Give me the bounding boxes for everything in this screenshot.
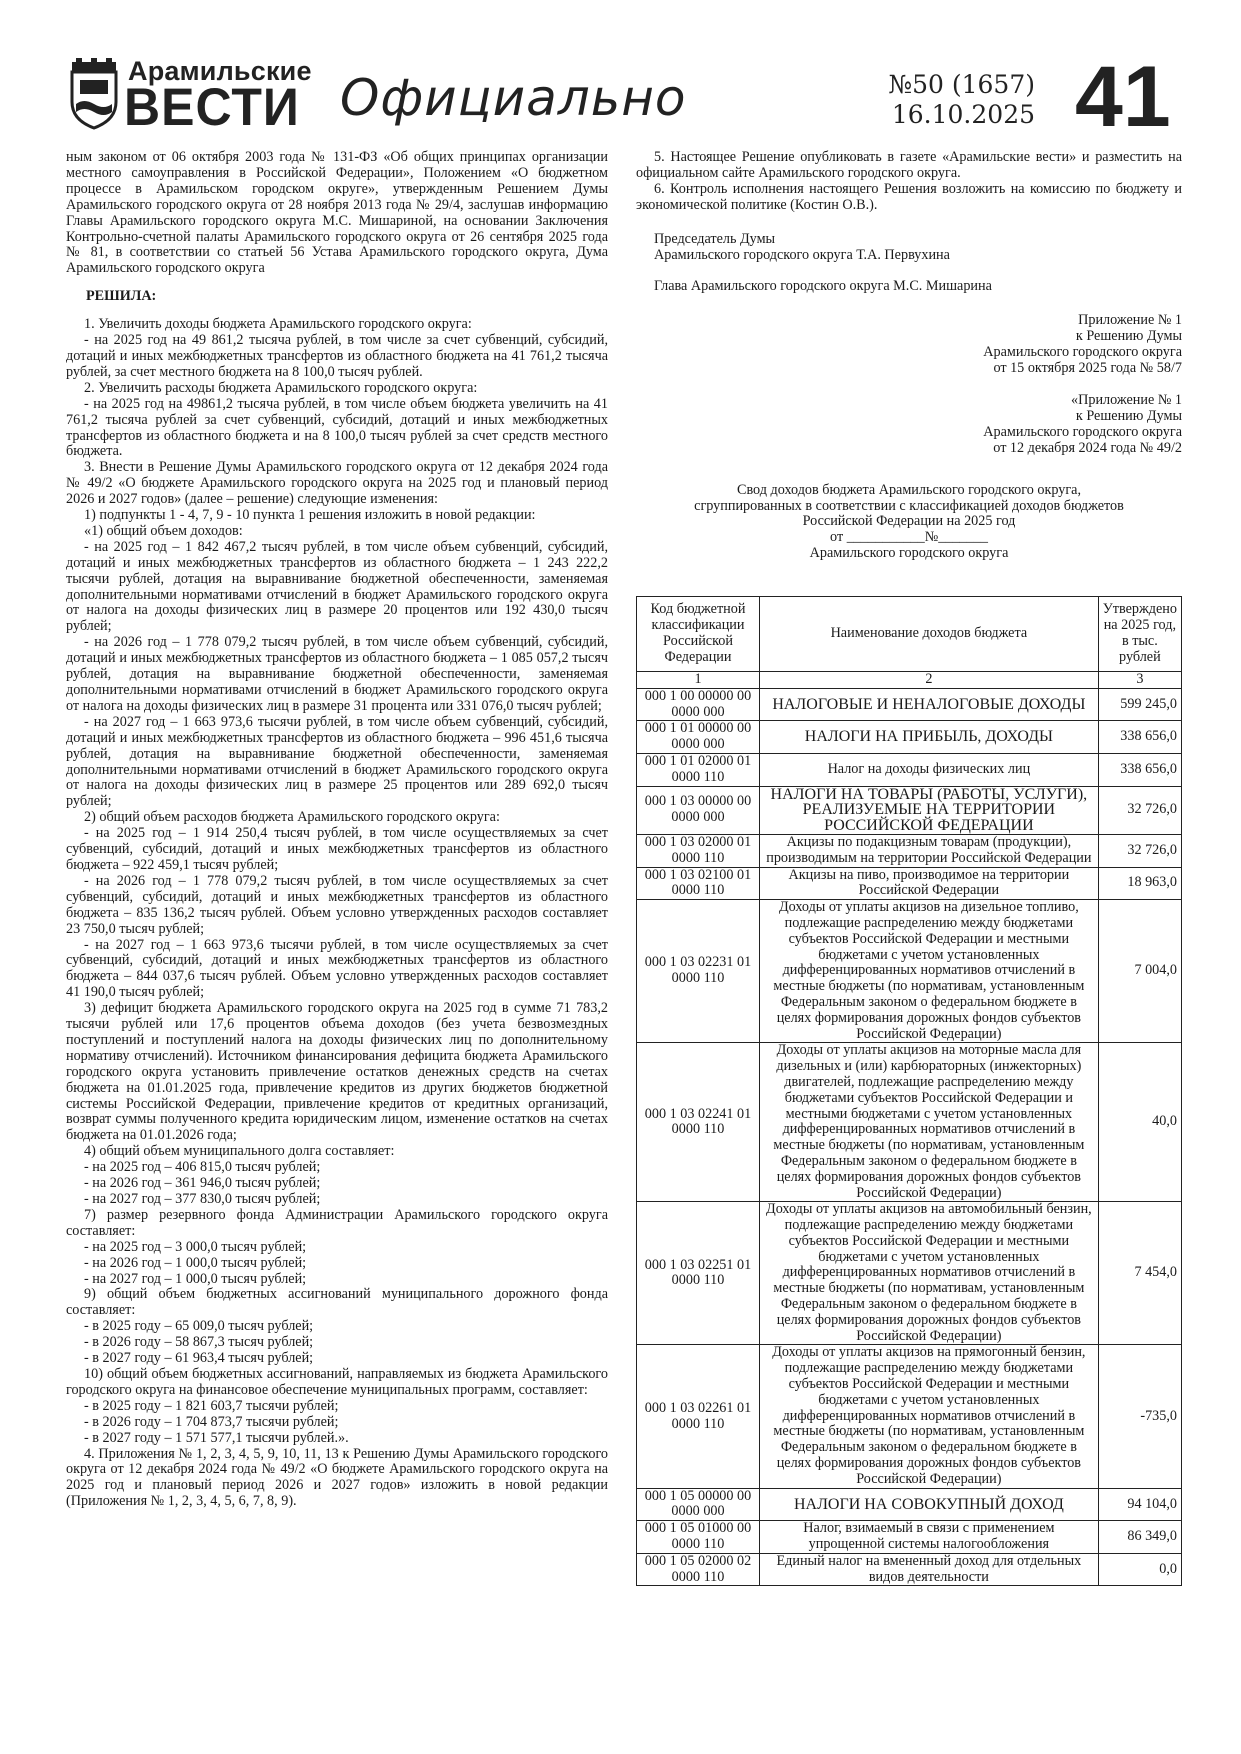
revenue-name: Единый налог на вмененный доход для отдельных видов деятельности xyxy=(760,1553,1099,1586)
revenue-name: НАЛОГИ НА ТОВАРЫ (РАБОТЫ, УСЛУГИ), РЕАЛИЗУЕМЫЕ НА ТЕРРИТОРИИ РОССИЙСКОЙ ФЕДЕРАЦИИ xyxy=(760,786,1099,834)
decision-paragraph: 1. Увеличить доходы бюджета Арамильского городского округа: xyxy=(84,316,472,333)
decision-paragraph: 4. Приложения № 1, 2, 3, 4, 5, 9, 10, 11, 13 к Решению Думы Арамильского городского округа от 12 декабря 2024 года № 49/2 «О бюджете Арамильского городского округа на 2025 год и плановый период 2026 и 2027 годов» изложить в новой редакции (Приложения № 1, 2, 3, 4, 5, 6, 7, 8, 9). xyxy=(66,1445,608,1510)
revenue-table xyxy=(636,596,1182,1586)
logo-big-text: ВЕСТИ xyxy=(124,77,300,137)
budget-code: 000 1 05 02000 02 0000 110 xyxy=(637,1553,760,1586)
decision-paragraph: - на 2027 год – 1 000,0 тысяч рублей; xyxy=(84,1270,307,1287)
budget-code: 000 1 01 00000 00 0000 000 xyxy=(637,721,760,754)
budget-code: 000 1 05 01000 00 0000 110 xyxy=(637,1521,760,1554)
revenue-name: Акцизы на пиво, производимое на территории Российской Федерации xyxy=(760,867,1099,900)
section-title: Официально xyxy=(340,69,687,127)
table-row xyxy=(637,1553,1182,1586)
table-body xyxy=(637,688,1182,1586)
revenue-name: Доходы от уплаты акцизов на моторные масла для дизельных и (или) карбюраторных (инжекторных) двигателей, подлежащие распределению между бюджетами субъектов Российской Федерации и местными бюджетами с учетом установленных дифференцированных нормативов отчислений в местные бюджеты (по нормативам, установленным Федеральным законом о федеральном бюджете в целях формирования дорожных фондов субъектов Российской Федерации) xyxy=(760,1043,1099,1202)
budget-code: 000 1 03 02100 01 0000 110 xyxy=(637,867,760,900)
page-number: 41 xyxy=(1075,49,1171,145)
decision-paragraph: - на 2027 год – 377 830,0 тысяч рублей; xyxy=(84,1191,321,1207)
decision-paragraph: - в 2026 году – 1 704 873,7 тысячи рублей; xyxy=(84,1413,339,1430)
revenue-name: Доходы от уплаты акцизов на дизельное топливо, подлежащие распределению между бюджетами субъектов Российской Федерации и местными бюджетами с учетом установленных дифференцированных нормативов отчислений в местные бюджеты (по нормативам, установленным Федеральным законом о федеральном бюджете в целях формирования дорожных фондов субъектов Российской Федерации) xyxy=(760,900,1099,1043)
signature-chair-title: Председатель Думы xyxy=(654,230,776,247)
revenue-name: Налог на доходы физических лиц xyxy=(760,753,1099,786)
budget-code: 000 1 00 00000 00 0000 000 xyxy=(637,688,760,721)
table-title-line: сгруппированных в соответствии с классификацией доходов бюджетов xyxy=(694,497,1124,514)
table-row xyxy=(637,786,1182,834)
revenue-value: 599 245,0 xyxy=(1098,688,1181,721)
table-row xyxy=(637,1202,1182,1345)
appendix-line: Арамильского городского округа xyxy=(983,423,1182,440)
decision-paragraph: - на 2025 год – 3 000,0 тысяч рублей; xyxy=(84,1238,307,1255)
decision-paragraph: «1) общий объем доходов: xyxy=(84,522,243,539)
right-column xyxy=(636,150,1182,562)
decision-paragraphs xyxy=(66,317,608,1510)
decision-paragraph: - на 2026 год – 1 778 079,2 тысяч рублей, в том числе объем субвенций, субсидий, дотаций и иных межбюджетных трансфертов из областного бюджета – 1 085 057,2 тысяч рублей, дотация на выравнивание бюджетной обеспеченности, заменяемая дополнительными нормативами отчислений в бюджет Арамильского городского округа от налога на доходы физических лиц в размере 31 процента или 331 076,0 тысяч рублей; xyxy=(66,634,608,714)
revenue-value: 86 349,0 xyxy=(1098,1521,1181,1554)
budget-code: 000 1 03 02241 01 0000 110 xyxy=(637,1043,760,1202)
signature-head: Глава Арамильского городского округа М.С. Мишарина xyxy=(654,278,992,295)
revenue-value: 32 726,0 xyxy=(1098,786,1181,834)
logo-small-text: Арамильские xyxy=(128,56,312,86)
revenue-name: НАЛОГИ НА СОВОКУПНЫЙ ДОХОД xyxy=(760,1488,1099,1521)
table-row xyxy=(637,1488,1182,1521)
decision-paragraph: - на 2025 год на 49861,2 тысяча рублей, в том числе объем бюджета увеличить на 41 761,2 тысяча рублей за счет субвенций, субсидий, дотаций и иных межбюджетных трансфертов из областного бюджета и на 8 100,0 тысяч рублей за счет средств местного бюджета. xyxy=(66,395,608,460)
decision-paragraph: 7) размер резервного фонда Администрации Арамильского городского округа составляет: xyxy=(66,1206,608,1239)
clause-5: 5. Настоящее Решение опубликовать в газете «Арамильские вести» и разместить на официальном сайте Арамильского городского округа. xyxy=(636,149,1182,181)
revenue-value: 7 454,0 xyxy=(1098,1202,1181,1345)
decision-paragraph: 2) общий объем расходов бюджета Арамильского городского округа: xyxy=(84,809,500,826)
revenue-value: 18 963,0 xyxy=(1098,867,1181,900)
decision-paragraph: 1) подпункты 1 - 4, 7, 9 - 10 пункта 1 решения изложить в новой редакции: xyxy=(84,507,536,524)
appendix-line: от 15 октября 2025 года № 58/7 xyxy=(993,360,1182,377)
newspaper-logo xyxy=(66,56,312,137)
issue-info xyxy=(875,70,1035,130)
appendix-line: Приложение № 1 xyxy=(1078,312,1182,329)
revenue-name: НАЛОГОВЫЕ И НЕНАЛОГОВЫЕ ДОХОДЫ xyxy=(760,688,1099,721)
coat-of-arms-icon xyxy=(66,58,122,130)
table-header-row xyxy=(637,597,1182,672)
decision-paragraph: - на 2027 год – 1 663 973,6 тысячи рублей, в том числе объем субвенций, субсидий, дотаций и иных межбюджетных трансфертов из областного бюджета – 996 451,6 тысяча рублей, дотация на выравнивание бюджетной обеспеченности, заменяемая дополнительными нормативами отчислений в бюджет Арамильского городского округа от налога на доходы физических лиц в размере 25 процентов или 289 692,0 тысяч рублей; xyxy=(66,713,608,810)
budget-code: 000 1 03 02000 01 0000 110 xyxy=(637,834,760,867)
decision-paragraph: 4) общий объем муниципального долга составляет: xyxy=(84,1143,395,1160)
decision-paragraph: - на 2025 год – 1 842 467,2 тысяч рублей, в том числе объем субвенций, субсидий, дотаций и иных межбюджетных трансфертов из областного бюджета – 1 243 222,2 тысячи рублей, дотация на выравнивание бюджетной обеспеченности, заменяемая дополнительными нормативами отчислений в бюджет Арамильского городского округа от налога на доходы физических лиц в размере 20 процентов или 192 430,0 тысяч рублей; xyxy=(66,538,608,635)
table-row xyxy=(637,1345,1182,1488)
decision-paragraph: - в 2027 году – 1 571 577,1 тысячи рублей.». xyxy=(84,1429,349,1446)
left-column xyxy=(66,150,608,1510)
decision-paragraph: - на 2026 год – 1 000,0 тысяч рублей; xyxy=(84,1254,307,1271)
issue-date: 16.10.2025 xyxy=(891,100,1035,129)
table-title xyxy=(636,483,1182,563)
table-row xyxy=(637,900,1182,1043)
revenue-value: 94 104,0 xyxy=(1098,1488,1181,1521)
revenue-value: 338 656,0 xyxy=(1098,753,1181,786)
decision-paragraph: - в 2026 году – 58 867,3 тысяч рублей; xyxy=(84,1334,314,1351)
appendix-line: «Приложение № 1 xyxy=(1071,391,1182,408)
budget-code: 000 1 03 02251 01 0000 110 xyxy=(637,1202,760,1345)
column-number-row xyxy=(637,672,1182,689)
signature-chair xyxy=(636,232,1182,264)
budget-code: 000 1 03 02231 01 0000 110 xyxy=(637,900,760,1043)
decision-paragraph: 9) общий объем бюджетных ассигнований муниципального дорожного фонда составляет: xyxy=(66,1286,608,1319)
decision-paragraph: - на 2026 год – 361 946,0 тысяч рублей; xyxy=(84,1175,321,1192)
table-row xyxy=(637,1043,1182,1202)
table-row xyxy=(637,834,1182,867)
appendix-line: от 12 декабря 2024 года № 49/2 xyxy=(993,439,1182,456)
decision-paragraph: - на 2025 год на 49 861,2 тысяча рублей, в том числе за счет субвенций, субсидий, дотаций и иных межбюджетных трансфертов из областного бюджета на 41 761,2 тысяча рублей, за счет местного бюджета на 8 100,0 тысяч рублей. xyxy=(66,332,608,380)
revenue-value: 40,0 xyxy=(1098,1043,1181,1202)
column-number: 2 xyxy=(760,672,1099,689)
decision-paragraph: - на 2025 год – 1 914 250,4 тысяч рублей, в том числе осуществляемых за счет субвенций, субсидий, дотаций и иных межбюджетных трансфертов из областного бюджета – 922 459,1 тысяч рублей; xyxy=(66,825,608,873)
decision-paragraph: - на 2025 год – 406 815,0 тысяч рублей; xyxy=(84,1159,321,1176)
header-code: Код бюджетной классификации Российской Федерации xyxy=(637,597,760,672)
appendix-line: к Решению Думы xyxy=(1075,407,1182,424)
revenue-name: Акцизы по подакцизным товарам (продукции), производимым на территории Российской Федерации xyxy=(760,834,1099,867)
budget-code: 000 1 03 02261 01 0000 110 xyxy=(637,1345,760,1488)
revenue-value: 32 726,0 xyxy=(1098,834,1181,867)
budget-code: 000 1 05 00000 00 0000 000 xyxy=(637,1488,760,1521)
clause-6: 6. Контроль исполнения настоящего Решения возложить на комиссию по бюджету и экономической политике (Костин О.В.). xyxy=(636,180,1182,213)
decided-heading: РЕШИЛА: xyxy=(86,288,157,305)
budget-code: 000 1 01 02000 01 0000 110 xyxy=(637,753,760,786)
table-row xyxy=(637,753,1182,786)
decision-paragraph: 3. Внести в Решение Думы Арамильского городского округа от 12 декабря 2024 года № 49/2 «О бюджете Арамильского городского округа на 2025 год и плановый период 2026 и 2027 годов» (далее – решение) следующие изменения: xyxy=(66,459,608,508)
decision-paragraph: - в 2027 году – 61 963,4 тысяч рублей; xyxy=(84,1350,314,1367)
revenue-value: 0,0 xyxy=(1098,1553,1181,1586)
column-number: 1 xyxy=(637,672,760,689)
appendix-line: Арамильского городского округа xyxy=(983,344,1182,361)
table-title-line: Арамильского городского округа xyxy=(809,545,1009,562)
decision-paragraph: 10) общий объем бюджетных ассигнований, направляемых из бюджета Арамильского городского округа на финансовое обеспечение муниципальных программ, составляет: xyxy=(66,1365,608,1398)
decision-paragraph: - в 2025 году – 1 821 603,7 тысячи рублей; xyxy=(84,1397,339,1414)
revenue-value: 338 656,0 xyxy=(1098,721,1181,754)
appendix-old-reference xyxy=(636,393,1182,457)
appendix-line: к Решению Думы xyxy=(1075,328,1182,345)
decision-paragraph: - на 2027 год – 1 663 973,6 тысячи рублей, в том числе осуществляемых за счет субвенций, субсидий, дотаций и иных межбюджетных трансфертов из областного бюджета – 844 037,6 тысяч рублей. Объем условно утвержденных расходов составляет 41 190,0 тысяч рублей; xyxy=(66,936,608,1001)
signature-chair-name: Арамильского городского округа Т.А. Первухина xyxy=(654,246,950,263)
revenue-value: -735,0 xyxy=(1098,1345,1181,1488)
table-title-line: Свод доходов бюджета Арамильского городского округа, xyxy=(736,481,1081,498)
table-row xyxy=(637,1521,1182,1554)
budget-code: 000 1 03 00000 00 0000 000 xyxy=(637,786,760,834)
revenue-name: НАЛОГИ НА ПРИБЫЛЬ, ДОХОДЫ xyxy=(760,721,1099,754)
revenue-name: Доходы от уплаты акцизов на автомобильный бензин, подлежащие распределению между бюджетами субъектов Российской Федерации и местными бюджетами с учетом установленных дифференцированных нормативов отчислений в местные бюджеты (по нормативам, установленным Федеральным законом о федеральном бюджете в целях формирования дорожных фондов субъектов Российской Федерации) xyxy=(760,1202,1099,1345)
table-row xyxy=(637,688,1182,721)
revenue-value: 7 004,0 xyxy=(1098,900,1181,1043)
revenue-name: Доходы от уплаты акцизов на прямогонный бензин, подлежащие распределению между бюджетами субъектов Российской Федерации и местными бюджетами с учетом установленных дифференцированных нормативов отчислений в местные бюджеты (по нормативам, установленным Федеральным законом о федеральном бюджете в целях формирования дорожных фондов субъектов Российской Федерации) xyxy=(760,1345,1099,1488)
decision-paragraph: 3) дефицит бюджета Арамильского городского округа на 2025 год в сумме 71 783,2 тысячи рублей или 17,6 процентов объема доходов (без учета безвозмездных поступлений и поступлений налога на доходы физических лиц по дополнительному нормативу отчислений). Источником финансирования дефицита бюджета Арамильского городского округа установить привлечение остатков денежных средств на счетах бюджета на 01.01.2025 года, привлечение кредитов из других бюджетов бюджетной системы Российской Федерации, привлечение кредитов от кредитных организаций, возврат суммы полученного кредита юридическим лицом, изменение остатков на счетах бюджета на 01.01.2026 года; xyxy=(66,1000,608,1144)
intro-paragraph: ным законом от 06 октября 2003 года № 131-ФЗ «Об общих принципах организации местного самоуправления в Российской Федерации», Положением «О бюджетном процессе в Арамильском городском округе», утвержденным Решением Думы Арамильского городского округа от 28 ноября 2013 года № 29/4, заслушав информацию Главы Арамильского городского округа М.С. Мишариной, на основании Заключения Контрольно-счетной палаты Арамильского городского округа от 26 сентября 2025 года № 81, в соответствии со статьей 56 Устава Арамильского городского округа, Дума Арамильского городского округа xyxy=(66,149,608,277)
table-row xyxy=(637,721,1182,754)
column-number: 3 xyxy=(1098,672,1181,689)
header-value: Утверждено на 2025 год, в тыс. рублей xyxy=(1098,597,1181,672)
issue-number: №50 (1657) xyxy=(888,70,1035,99)
appendix-new-reference xyxy=(636,313,1182,377)
decision-paragraph: - на 2026 год – 1 778 079,2 тысяч рублей, в том числе осуществляемых за счет субвенций, субсидий, дотаций и иных межбюджетных трансфертов из областного бюджета – 835 136,2 тысяч рублей. Объем условно утвержденных расходов составляет 23 750,0 тысяч рублей; xyxy=(66,872,608,937)
table-title-line: Российской Федерации на 2025 год xyxy=(802,513,1016,530)
decision-paragraph: - в 2025 году – 65 009,0 тысяч рублей; xyxy=(84,1318,314,1335)
table-row xyxy=(637,867,1182,900)
header-name: Наименование доходов бюджета xyxy=(760,597,1099,672)
masthead xyxy=(0,0,1241,150)
table-title-line: от ___________№_______ xyxy=(830,529,988,546)
decision-paragraph: 2. Увеличить расходы бюджета Арамильского городского округа: xyxy=(84,379,478,396)
revenue-name: Налог, взимаемый в связи с применением упрощенной системы налогообложения xyxy=(760,1521,1099,1554)
